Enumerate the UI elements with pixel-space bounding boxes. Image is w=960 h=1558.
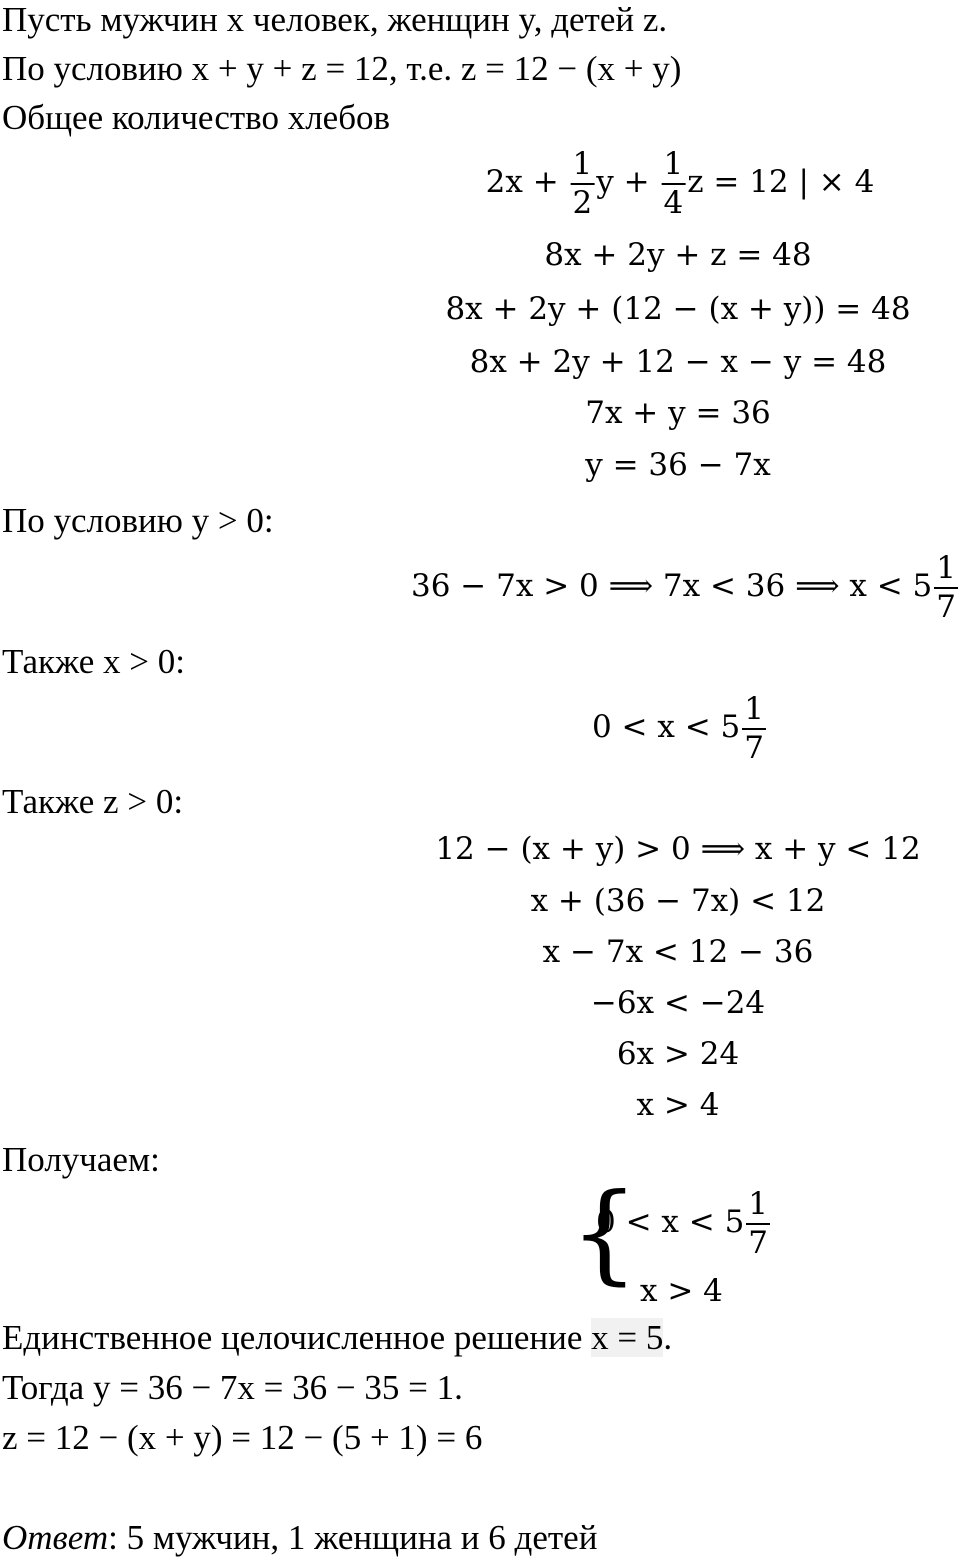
equation-part: y + bbox=[596, 164, 660, 201]
intro-line: Пусть мужчин x человек, женщин y, детей z. bbox=[2, 0, 668, 39]
solution-text: Единственное целочисленное решение bbox=[2, 1318, 592, 1357]
solution-line bbox=[2, 1320, 672, 1355]
y-result-line: Тогда y = 36 − 7x = 36 − 35 = 1. bbox=[2, 1368, 463, 1407]
fraction-quarter bbox=[661, 148, 685, 219]
answer-label: Ответ bbox=[2, 1518, 109, 1557]
fraction-numerator: 1 bbox=[746, 1188, 770, 1225]
condition-z-line: Также z > 0: bbox=[2, 782, 184, 821]
equation-part: z = 12 | × 4 bbox=[687, 164, 875, 201]
equation-step: 8x + 2y + 12 − x − y = 48 bbox=[469, 344, 887, 380]
fraction-denominator: 4 bbox=[663, 184, 684, 221]
solution-highlight: x = 5 bbox=[591, 1318, 664, 1357]
z-result-line: z = 12 − (x + y) = 12 − (5 + 1) = 6 bbox=[2, 1418, 483, 1457]
system-brace: { bbox=[570, 1171, 639, 1296]
fraction-numerator: 1 bbox=[742, 693, 766, 730]
inequality-step: x + (36 − 7x) < 12 bbox=[530, 883, 826, 919]
inequality-step: 6x > 24 bbox=[616, 1036, 740, 1072]
equation-step: 8x + 2y + (12 − (x + y)) = 48 bbox=[445, 291, 911, 327]
equation-part: 0 < x < 5 bbox=[596, 1204, 745, 1241]
condition-x-line: Также x > 0: bbox=[2, 642, 186, 681]
fraction-denominator: 2 bbox=[572, 184, 593, 221]
fraction-numerator: 1 bbox=[934, 552, 958, 589]
system-row-1 bbox=[596, 1188, 772, 1259]
fraction-numerator: 1 bbox=[571, 148, 595, 185]
fraction-half bbox=[571, 148, 595, 219]
inequality-step: 12 − (x + y) > 0 ⟹ x + y < 12 bbox=[435, 831, 921, 867]
inequality-step: −6x < −24 bbox=[590, 985, 766, 1021]
inequality-y bbox=[411, 552, 960, 623]
fraction-denominator: 7 bbox=[744, 729, 765, 766]
fraction-seventh bbox=[934, 552, 958, 623]
result-intro-line: Получаем: bbox=[2, 1140, 160, 1179]
condition-line: По условию x + y + z = 12, т.е. z = 12 − (x + y) bbox=[2, 49, 682, 88]
answer-text: : 5 мужчин, 1 женщина и 6 детей bbox=[108, 1518, 598, 1557]
fraction-seventh bbox=[742, 693, 766, 764]
fraction-denominator: 7 bbox=[748, 1224, 769, 1261]
fraction-numerator: 1 bbox=[661, 148, 685, 185]
fraction-seventh bbox=[746, 1188, 770, 1259]
equation-part: 0 < x < 5 bbox=[591, 709, 741, 746]
equation-step: 8x + 2y + z = 48 bbox=[544, 237, 812, 273]
condition-y-line: По условию y > 0: bbox=[2, 501, 274, 540]
inequality-step: x > 4 bbox=[636, 1087, 720, 1123]
inequality-x-range bbox=[592, 693, 768, 764]
inequality-step: x − 7x < 12 − 36 bbox=[542, 934, 814, 970]
fraction-denominator: 7 bbox=[936, 588, 956, 625]
equation-step: y = 36 − 7x bbox=[585, 447, 771, 483]
solution-period: . bbox=[663, 1318, 673, 1357]
equation-bread bbox=[486, 148, 875, 219]
total-bread-line: Общее количество хлебов bbox=[2, 98, 391, 137]
equation-part: 36 − 7x > 0 ⟹ 7x < 36 ⟹ x < 5 bbox=[411, 568, 933, 605]
answer-line bbox=[2, 1520, 597, 1555]
system-row-2: x > 4 bbox=[640, 1273, 723, 1309]
equation-step: 7x + y = 36 bbox=[585, 395, 771, 431]
equation-part: 2x + bbox=[485, 164, 569, 201]
